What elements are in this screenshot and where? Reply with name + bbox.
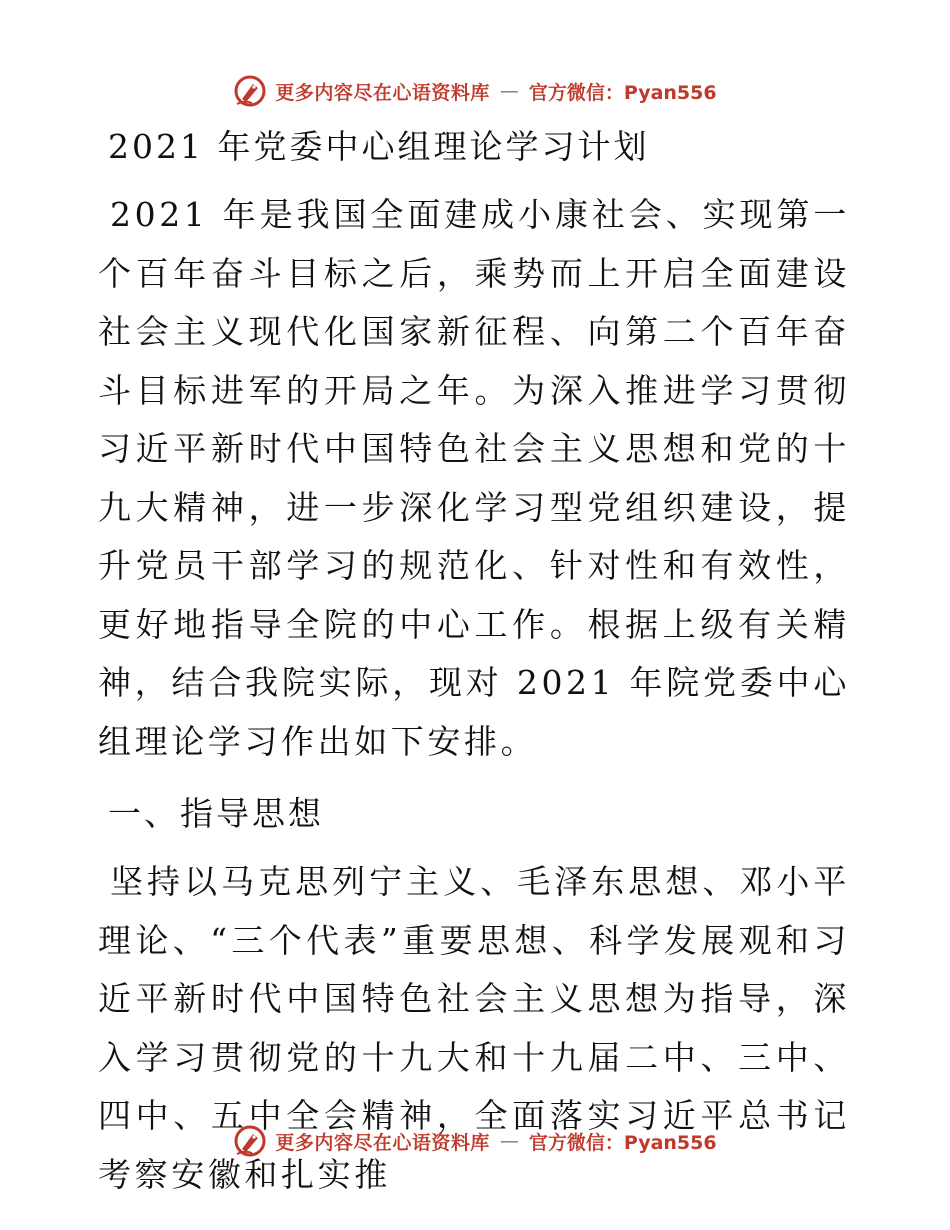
document-body xyxy=(98,124,850,1204)
header-watermark xyxy=(0,71,950,111)
document-title: 2021 年党委中心组理论学习计划 xyxy=(108,127,650,166)
pen-nib-circle-icon xyxy=(233,1124,267,1158)
watermark-text: 更多内容尽在心语资料库 xyxy=(275,1131,490,1154)
intro-paragraph: 2021 年是我国全面建成小康社会、实现第一个百年奋斗目标之后，乘势而上开启全面建设社会主义现代化国家新征程、向第二个百年奋斗目标进军的开局之年。为深入推进学习贯彻习近平新时代中国特色社会主义思想和党的十九大精神，进一步深化学习型党组织建设，提升党员干部学习的规范化、针对性和有效性，更好地指导全院的中心工作。根据上级有关精神，结合我院实际，现对 2021 年院党委中心组理论学习作出如下安排。 xyxy=(98,195,850,761)
watermark-separator: — xyxy=(499,1130,519,1152)
watermark-text: 更多内容尽在心语资料库 xyxy=(275,81,490,104)
footer-watermark xyxy=(0,1121,950,1161)
section-heading-guiding-ideology: 一、指导思想 xyxy=(108,794,324,833)
watermark-separator: — xyxy=(499,80,519,102)
watermark-contact: 官方微信：Pyan556 xyxy=(528,1131,717,1154)
section-paragraph-guiding-ideology: 坚持以马克思列宁主义、毛泽东思想、邓小平理论、“三个代表”重要思想、科学发展观和习近平新时代中国特色社会主义思想为指导，深入学习贯彻党的十九大和十九届二中、三中、四中、五中全会精神，全面落实习近平总书记考察安徽和扎实推 xyxy=(98,862,850,1194)
watermark-contact: 官方微信：Pyan556 xyxy=(528,81,717,104)
pen-nib-circle-icon xyxy=(233,74,267,108)
